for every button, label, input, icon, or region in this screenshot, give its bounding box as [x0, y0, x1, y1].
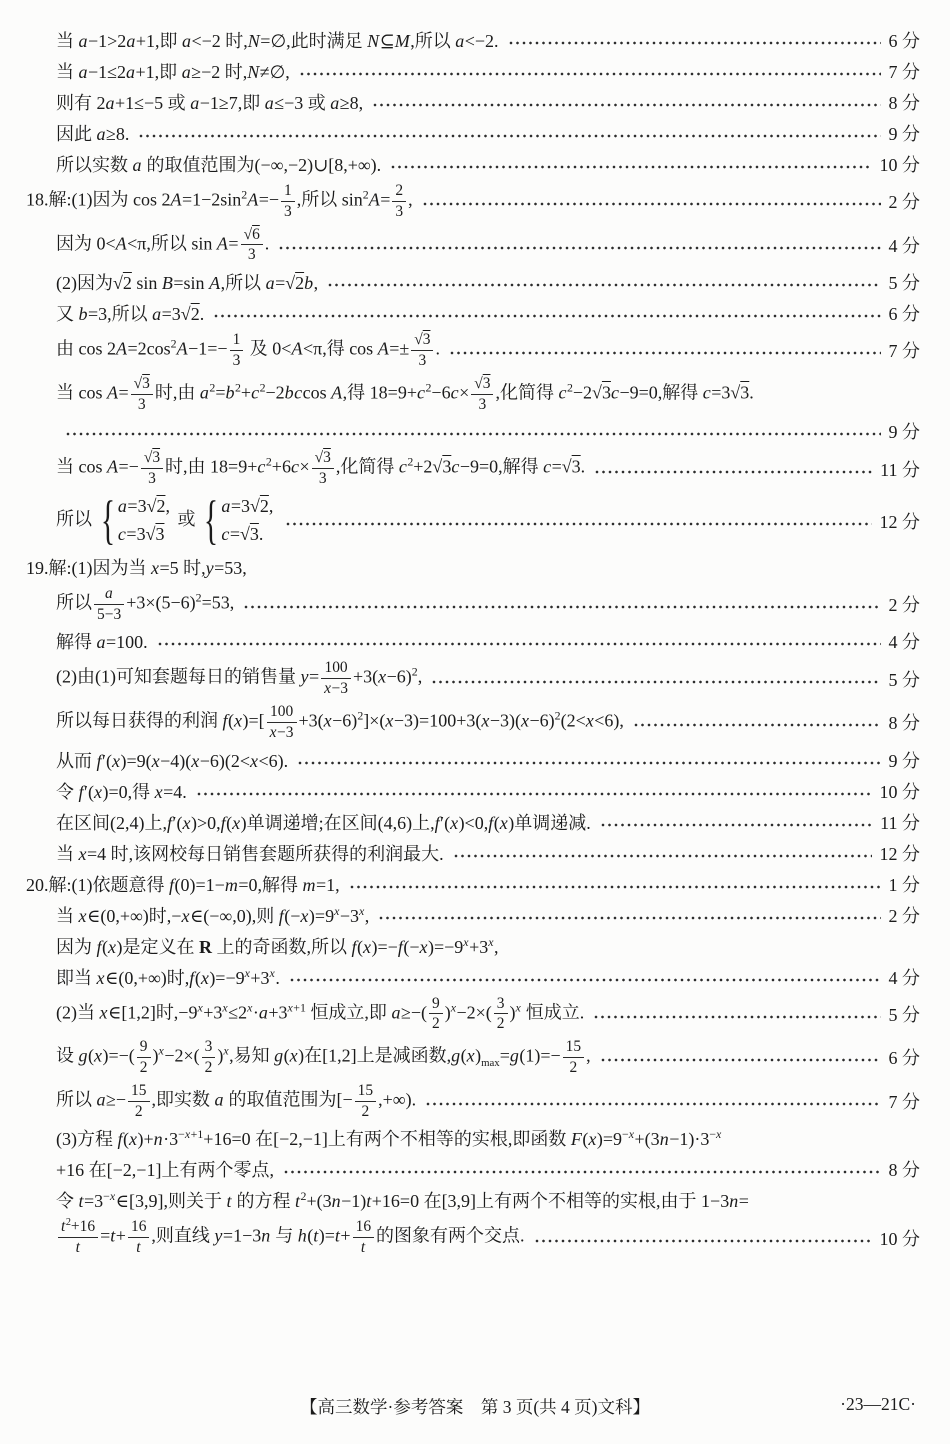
line-formula: (2)当 x∈[1,2]时$,-9^x+3^x\le 2^x\cdot a+3^{x+1}$ 恒成立,即 a≥−( $\frac{9}{2}$ )$^x$−2×( $\frac{3}{2}$ )$^x$ 恒成立. — [56, 994, 585, 1033]
solution-line — [26, 747, 920, 773]
score-label: 1 分 — [888, 874, 920, 895]
line-formula: 令 $t=3^{-x}\in[3,9]$,则关于 t 的方程 $t^2+(3n-1)t+16=0$ 在[3,9]上有两个不相等的实根,由于 1−3n= — [56, 1189, 749, 1212]
dotted-leader — [373, 100, 880, 110]
dotted-leader — [66, 429, 881, 439]
dotted-leader — [423, 199, 881, 209]
score-label: 5 分 — [888, 273, 920, 294]
line-formula: (2)由(1)可知套题每日的销售量 y= $\frac{100}{x-3}$ $+3(x-6)^2$, — [56, 659, 423, 698]
solution-line — [26, 182, 920, 221]
solution-line — [26, 659, 920, 698]
line-formula: 当 x=4 时,该网校每日销售套题所获得的利润最大. — [56, 843, 444, 864]
dotted-leader — [300, 69, 881, 79]
line-formula: 又 b=3,所以 a=3√2. — [56, 304, 205, 325]
score-label: 7 分 — [888, 341, 920, 362]
solution-line — [26, 375, 920, 414]
score-label: 8 分 — [888, 1160, 920, 1181]
solution-line — [26, 902, 920, 928]
score-label: 7 分 — [888, 62, 920, 82]
line-formula: 当 cos A=− $\frac{√3}{3}$ 时,由 $18=9+c^2+6c\times$ $\frac{√3}{3}$ ,化简得 $c^2+2√3c-9=0$,解得 c=√3. — [56, 449, 586, 488]
line-formula: 所以 a≥− $\frac{15}{2}$ ,即实数 a 的取值范围为[− $\frac{15}{2}$ ,+∞). — [56, 1081, 417, 1120]
score-label: 8 分 — [888, 93, 920, 113]
solution-line — [26, 269, 920, 295]
line-formula: 所以实数 a 的取值范围为(−∞,−2)∪[8,+∞). — [56, 155, 382, 175]
solution-line — [26, 778, 920, 804]
score-label: 9 分 — [888, 750, 920, 771]
solution-line — [26, 628, 920, 654]
dotted-leader — [379, 913, 880, 923]
score-label: 11 分 — [880, 812, 920, 833]
dotted-leader — [594, 1012, 880, 1022]
dotted-leader — [139, 131, 880, 141]
line-formula: (3)方程 $f(x)+n\cdot 3^{-x+1}+16=0$ 在[−2,−1]上有两个不相等的实根,即函数 $F(x)=9^{-x}+(3n-1)\cdot 3^{-x}$ — [56, 1127, 722, 1150]
line-formula: 当 a−1≤2a+1,即 a≥−2 时,N≠∅, — [56, 62, 290, 82]
line-formula: 令 f′(x)=0,得 x=4. — [56, 781, 187, 802]
score-label: 11 分 — [880, 459, 920, 480]
line-formula: +16 在[−2,−1]上有两个零点, — [56, 1160, 274, 1181]
solution-line — [26, 151, 920, 177]
dotted-leader — [601, 1055, 881, 1065]
solution-line — [26, 871, 920, 897]
line-formula: $\frac{t^2+16}{t}$ =t+ $\frac{16}{t}$ ,则直线 y=1−3n 与 h(t)=t+ $\frac{16}{t}$ 的图象有两个交点. — [56, 1218, 525, 1257]
line-formula: 则有 2a+1≤−5 或 a−1≥7,即 a≤−3 或 a≥8, — [56, 93, 364, 113]
solution-line — [26, 1218, 920, 1257]
dotted-leader — [509, 38, 881, 48]
score-label: 2 分 — [888, 192, 920, 213]
dotted-leader — [214, 311, 880, 321]
line-formula: 设 g(x)=−( $\frac{9}{2}$ )$^x$−2×( $\frac{3}{2}$ )$^x$,易知 g(x)在[1,2]上是减函数$,g(x)_{max}=g(1)=-$ $\frac{15}{2}$ , — [56, 1038, 591, 1076]
line-formula: 由 $\cos 2A=2\cos^2A-1=-$ $\frac{1}{3}$ 及 0<A<π,得 cos A=± $\frac{√3}{3}$ . — [56, 331, 440, 369]
line-formula: 从而 f′(x)=9(x−4)(x−6)(2<x<6). — [56, 750, 289, 771]
solution-line — [26, 331, 920, 370]
dotted-leader — [244, 602, 880, 612]
dotted-leader — [535, 1236, 872, 1246]
score-label: 5 分 — [888, 1004, 920, 1025]
line-formula: 所以 $\frac{a}{5-3}$ $+3\times(5-6)^2=53$, — [56, 584, 235, 623]
line-formula: 当 x∈(0,+∞)时,−x∈(−∞,0),则 $f(-x)=9^x-3^x$, — [56, 903, 370, 926]
solution-line — [26, 418, 920, 444]
line-formula: 所以 { a=3√2, c=3√3 或 { a=3√2, c=√3. — [56, 489, 274, 550]
line-formula: 因此 a≥8. — [56, 124, 130, 144]
solution-line — [26, 933, 920, 959]
solution-line — [26, 554, 920, 580]
solution-line — [26, 27, 920, 53]
line-formula: 当 cos A= $\frac{√3}{3}$ 时,由 $a^2=b^2+c^2-2bccos$ A,得 $18=9+c^2-6c\times$ $\frac{√3}{3}$ ,化简得 $c^2-2√3c-9=0$,解得 c=3√3. — [56, 374, 754, 413]
line-formula: 解得 a=100. — [56, 632, 148, 653]
page-footer — [0, 1394, 950, 1420]
solution-line — [26, 995, 920, 1034]
dotted-leader — [286, 519, 871, 529]
score-label: 4 分 — [888, 632, 920, 653]
score-label: 5 分 — [888, 669, 920, 690]
score-label: 2 分 — [888, 595, 920, 616]
score-label: 2 分 — [888, 905, 920, 926]
dotted-leader — [350, 882, 881, 892]
score-label: 6 分 — [888, 1048, 920, 1069]
score-label: 6 分 — [888, 304, 920, 325]
line-formula: 18.解:(1)因为 $\cos 2A=1-2\sin^2A=-$ $\frac{1}{3}$ ,所以 $\sin^2A=$ $\frac{2}{3}$ , — [26, 182, 413, 220]
score-label: 10 分 — [879, 1228, 920, 1249]
solution-line — [26, 89, 920, 115]
solution-line — [26, 300, 920, 326]
solution-line — [26, 585, 920, 624]
line-formula: 在区间(2,4)上,f′(x)>0,f(x)单调递增;在区间(4,6)上,f′(x)<0,f(x)单调递减. — [56, 812, 591, 833]
solution-line — [26, 1038, 920, 1077]
score-label: 4 分 — [888, 235, 920, 256]
dotted-leader — [328, 280, 880, 290]
dotted-leader — [284, 1167, 881, 1177]
line-formula: 20.解:(1)依题意得 f(0)=1−m=0,解得 m=1, — [26, 874, 340, 895]
dotted-leader — [391, 162, 871, 172]
dotted-leader — [298, 758, 880, 768]
dotted-leader — [634, 720, 881, 730]
dotted-leader — [279, 243, 880, 253]
footer-code: ·23—21C· — [840, 1394, 916, 1414]
solution-line — [26, 809, 920, 835]
dotted-leader — [158, 639, 881, 649]
score-label: 7 分 — [888, 1092, 920, 1113]
dotted-leader — [450, 348, 881, 358]
score-label: 4 分 — [888, 967, 920, 988]
score-label: 12 分 — [879, 511, 920, 532]
line-formula: 因为 0<A<π,所以 sin A= $\frac{√6}{3}$ . — [56, 225, 270, 264]
line-formula: 19.解:(1)因为当 x=5 时,y=53, — [26, 557, 247, 578]
solution-line — [26, 449, 920, 488]
solution-line — [26, 964, 920, 990]
score-label: 6 分 — [888, 31, 920, 51]
solution-line — [26, 489, 920, 550]
solution-line — [26, 1156, 920, 1182]
score-label: 9 分 — [888, 124, 920, 144]
solution-line — [26, 226, 920, 265]
solution-line — [26, 703, 920, 742]
score-label: 9 分 — [888, 422, 920, 443]
score-label: 12 分 — [879, 843, 920, 864]
score-label: 10 分 — [879, 781, 920, 802]
solution-lines — [26, 27, 920, 1257]
solution-line — [26, 120, 920, 146]
dotted-leader — [432, 677, 880, 687]
line-formula: (2)因为√2 sin B=sin A,所以 a=√2b, — [56, 273, 319, 294]
solution-line — [26, 1187, 920, 1213]
line-formula: 即当 x∈(0,+∞)时$,f(x)=-9^x+3^x$. — [56, 965, 280, 988]
score-label: 10 分 — [879, 155, 920, 175]
dotted-leader — [454, 851, 872, 861]
solution-line — [26, 1125, 920, 1151]
score-label: 8 分 — [888, 713, 920, 734]
dotted-leader — [197, 789, 872, 799]
solution-line — [26, 1082, 920, 1121]
dotted-leader — [595, 467, 872, 477]
dotted-leader — [601, 820, 872, 830]
dotted-leader — [290, 975, 881, 985]
solution-line — [26, 58, 920, 84]
dotted-leader — [426, 1099, 880, 1109]
line-formula: 当 a−1>2a+1,即 a<−2 时,N=∅,此时满足 N⊆M,所以 a<−2. — [56, 31, 499, 51]
solution-line — [26, 840, 920, 866]
line-formula: 所以每日获得的利润 f(x)=[ $\frac{100}{x-3}$ $+3(x-6)^2]\times(x-3)=100+3(x-3)(x-6)^2(2<x<6)$, — [56, 702, 624, 741]
line-formula: 因为 f(x)是定义在 R 上的奇函数,所以 $f(x)=-f(-x)=-9^x+3^x$, — [56, 934, 499, 957]
footer-title: 【高三数学·参考答案 第 3 页(共 4 页)文科】 — [300, 1397, 650, 1417]
